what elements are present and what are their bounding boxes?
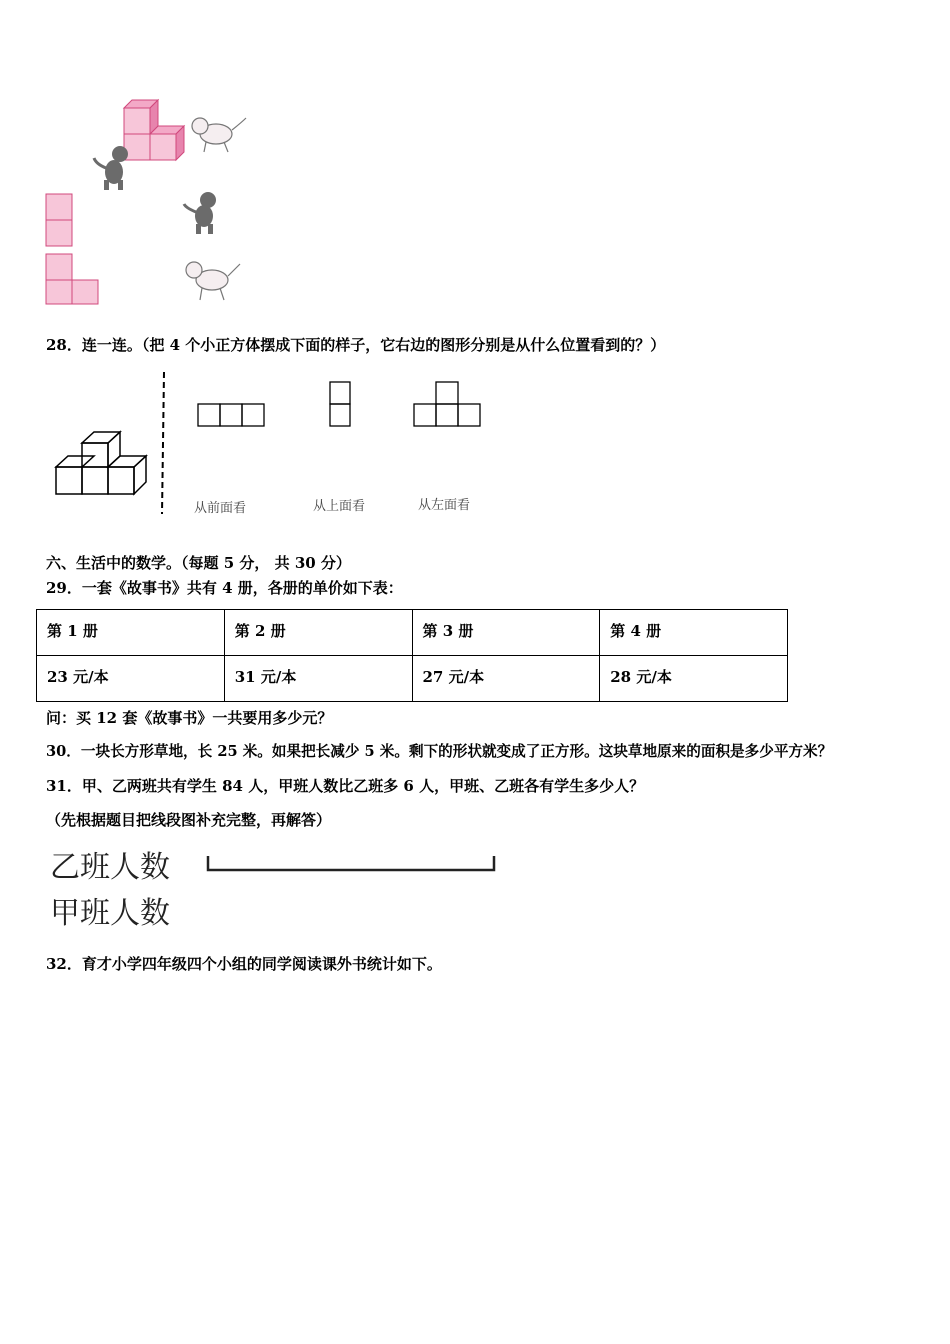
- table-row: [37, 656, 788, 702]
- question-29-ask: 问：买 12 套《故事书》一共要用多少元？: [46, 709, 333, 727]
- monkey-icon: [94, 146, 128, 190]
- question-30-text: 30．一块长方形草地，长 25 米。如果把长减少 5 米。剩下的形状就变成了正方形。这块草地原来的面积是多少平方米？: [46, 743, 833, 760]
- table-cell: 28 元/本: [600, 656, 788, 702]
- dog-icon: [192, 118, 246, 152]
- segment-line-class-b: [204, 852, 500, 876]
- table-cell: 31 元/本: [224, 656, 412, 702]
- view-shape-row: [198, 404, 264, 426]
- table-header-cell: 第 3 册: [412, 610, 600, 656]
- view-label-left: 从左面看: [418, 498, 471, 513]
- question-28-text: 28．连一连。（把 4 个小正方体摆成下面的样子，它右边的图形分别是从什么位置看到的？）: [46, 336, 666, 354]
- table-header-cell: 第 2 册: [224, 610, 412, 656]
- question-32-text: 32．育才小学四年级四个小组的同学阅读课外书统计如下。: [46, 955, 442, 973]
- table-cell: 23 元/本: [37, 656, 225, 702]
- dog-icon: [186, 262, 240, 300]
- table-row: [37, 610, 788, 656]
- price-table: [36, 609, 788, 702]
- view-shape-column: [330, 382, 350, 426]
- question-31-text: 31．甲、乙两班共有学生 84 人，甲班人数比乙班多 6 人，甲班、乙班各有学生多少人？: [46, 777, 645, 795]
- section-6-heading: 六、生活中的数学。（每题 5 分， 共 30 分）: [46, 554, 351, 572]
- monkey-icon: [184, 192, 216, 234]
- table-header-cell: 第 4 册: [600, 610, 788, 656]
- table-header-cell: 第 1 册: [37, 610, 225, 656]
- dashed-divider: [162, 372, 164, 514]
- class-a-label: 甲班人数: [50, 896, 170, 931]
- table-cell: 27 元/本: [412, 656, 600, 702]
- view-shape-t: [414, 382, 480, 426]
- view-label-top: 从上面看: [313, 499, 366, 514]
- cube-figure-pink: [40, 90, 260, 310]
- view-label-front: 从前面看: [194, 501, 247, 516]
- class-b-label: 乙班人数: [50, 850, 170, 885]
- question-31-hint: （先根据题目把线段图补充完整，再解答）: [46, 811, 332, 829]
- question-29-text: 29．一套《故事书》共有 4 册，各册的单价如下表：: [46, 579, 403, 597]
